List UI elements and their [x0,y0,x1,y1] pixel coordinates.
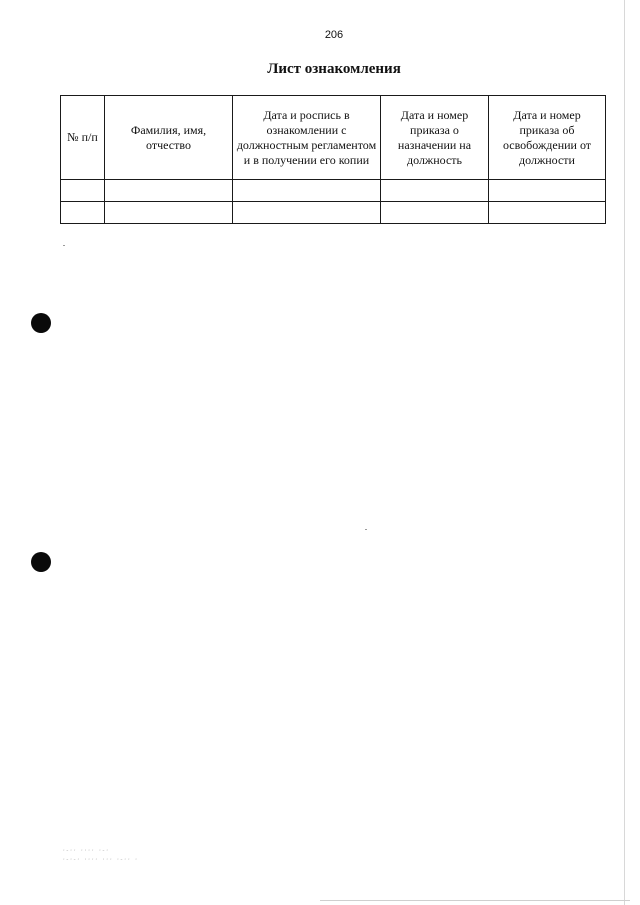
table-cell [233,202,381,224]
table-row [61,202,606,224]
header-acknowledgement-date-signature: Дата и роспись в ознакомлении с должностным регламентом и в получении его копии [233,96,381,180]
table-cell [381,180,489,202]
table-cell [233,180,381,202]
header-number: № п/п [61,96,105,180]
scan-speck [365,529,367,530]
table-cell [105,202,233,224]
table-header-row [61,96,606,180]
table-row [61,180,606,202]
header-full-name: Фамилия, имя, отчество [105,96,233,180]
punch-hole-bottom [31,552,51,572]
page-edge-right [624,0,625,905]
table-cell [381,202,489,224]
punch-hole-top [31,313,51,333]
acknowledgement-table [60,95,606,224]
table-cell [489,202,606,224]
scan-stamp: ·-·· ···· ·-· ·-·-· ···· ··· ·-·· · [62,847,138,863]
table-cell [105,180,233,202]
page-edge-bottom [320,900,630,901]
page-number: 206 [324,29,344,41]
scan-speck [63,245,65,246]
header-dismissal-order: Дата и номер приказа об освобождении от должности [489,96,606,180]
table-cell [489,180,606,202]
header-appointment-order: Дата и номер приказа о назначении на должность [381,96,489,180]
table-cell [61,202,105,224]
table-cell [61,180,105,202]
document-title: Лист ознакомления [267,61,401,77]
